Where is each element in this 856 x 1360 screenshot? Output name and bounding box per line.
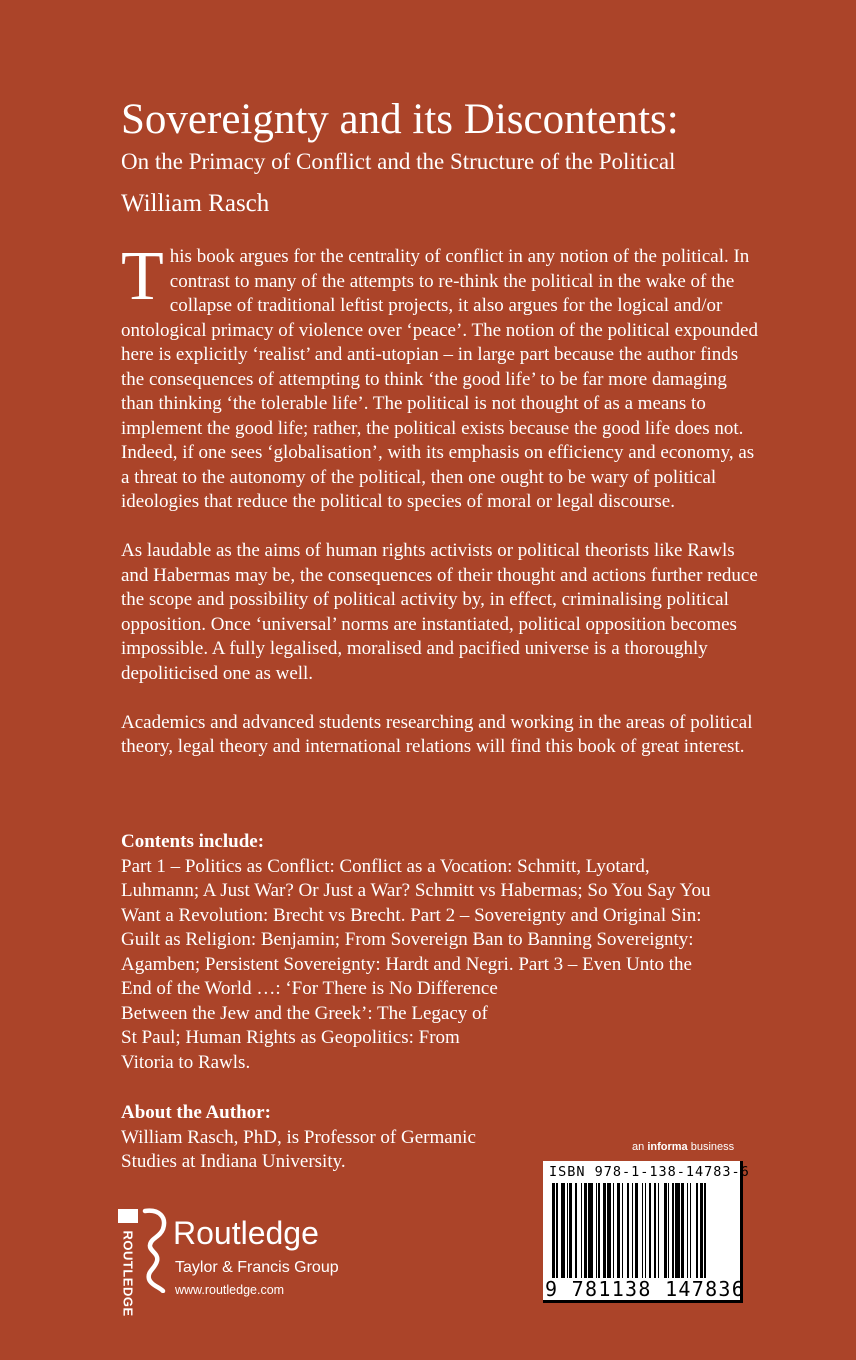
- barcode-bar: [581, 1183, 582, 1279]
- informa-suffix: business: [690, 1141, 735, 1153]
- barcode-bar: [617, 1183, 620, 1279]
- about-line-1: William Rasch, PhD, is Professor of Germanic: [121, 1126, 476, 1148]
- barcode-bar: [588, 1183, 592, 1279]
- contents-section: [121, 830, 761, 1075]
- informa-brand: informa: [647, 1141, 688, 1153]
- contents-line: Part 1 – Politics as Conflict: Conflict as a Vocation: Schmitt, Lyotard,: [121, 855, 650, 877]
- informa-tagline: [632, 1141, 734, 1153]
- barcode-bar: [687, 1183, 688, 1279]
- blurb-paragraph-1-text: his book argues for the centrality of conflict in any notion of the political. In contrast to many of the attempts to re-think the political in the wake of the collapse of traditional leftist projects, it also argues for the logical and/or ontological primacy of violence over ‘peace’. The notion of the political expounded here is explicitly ‘realist’ and anti-utopian – in large part because the author finds the consequences of attempting to think ‘the good life’ to be far more damaging than thinking ‘the tolerable life’. The political is not thought of as a means to implement the good life; rather, the political exists because the good life does not. Indeed, if one sees ‘globalisation’, with its emphasis on efficiency and economy, as a threat to the autonomy of the political, then one ought to be wary of political ideologies that reduce the political to species of moral or legal discourse.: [121, 246, 758, 512]
- barcode-bar: [567, 1183, 568, 1279]
- barcode-bar: [704, 1183, 705, 1279]
- barcode-bar: [700, 1183, 703, 1279]
- routledge-vertical-logo: [118, 1209, 138, 1317]
- barcode-bar: [690, 1183, 691, 1279]
- barcode-bar: [607, 1183, 611, 1279]
- barcode-bar: [569, 1183, 572, 1279]
- barcode-bar: [658, 1183, 659, 1279]
- book-title: Sovereignty and its Discontents:: [121, 96, 679, 143]
- barcode-bar: [654, 1183, 657, 1279]
- publisher-logo: [115, 1207, 375, 1317]
- informa-prefix: an: [632, 1141, 645, 1153]
- contents-line: St Paul; Human Rights as Geopolitics: From: [121, 1027, 460, 1048]
- blurb-paragraph-2: As laudable as the aims of human rights activists or political theorists like Rawls and Habermas may be, the consequences of their thought and actions further reduce the scope and possibility of political activity by, in effect, criminalising political opposition. Once ‘universal’ norms are instantiated, political opposition becomes impossible. A fully legalised, moralised and pacified universe is a thoroughly depoliticised one as well.: [121, 540, 758, 684]
- barcode-bar: [584, 1183, 587, 1279]
- about-line-2: Studies at Indiana University.: [121, 1151, 346, 1172]
- contents-line: Luhmann; A Just War? Or Just a War? Schmitt vs Habermas; So You Say You: [121, 880, 711, 901]
- contents-heading: Contents include:: [121, 831, 265, 852]
- vertical-logo-text: ROUTLEDGE: [120, 1230, 136, 1317]
- barcode-bars: [552, 1183, 732, 1279]
- barcode-bar: [645, 1183, 646, 1279]
- contents-line: Agamben; Persistent Sovereignty: Hardt and Negri. Part 3 – Even Unto the: [121, 953, 692, 975]
- blurb: [121, 238, 761, 784]
- contents-line: Between the Jew and the Greek’: The Legacy of: [121, 1002, 488, 1024]
- publisher-url: www.routledge.com: [175, 1283, 285, 1297]
- isbn-label: ISBN 978-1-138-14783-6: [549, 1164, 750, 1180]
- about-heading: About the Author:: [121, 1102, 271, 1123]
- ean-digits: 9 781138 147836: [545, 1277, 746, 1301]
- barcode-bar: [552, 1183, 555, 1279]
- barcode-bar: [675, 1183, 679, 1279]
- barcode-bar: [649, 1183, 650, 1279]
- contents-line: Vitoria to Rawls.: [121, 1051, 251, 1073]
- contents-line: End of the World …: ‘For There is No Difference: [121, 978, 498, 999]
- barcode-bar: [672, 1183, 673, 1279]
- barcode-bar: [622, 1183, 623, 1279]
- barcode-bar: [664, 1183, 667, 1279]
- routledge-r-icon: [141, 1207, 171, 1293]
- barcode-bar: [642, 1183, 643, 1279]
- blurb-paragraph-3: Academics and advanced students researching and working in the areas of political theory, legal theory and international relations will find this book of great interest.: [121, 711, 753, 757]
- book-author: William Rasch: [121, 190, 270, 217]
- logo-bar: [118, 1209, 138, 1223]
- publisher-group: Taylor & Francis Group: [175, 1259, 339, 1276]
- barcode-bar: [598, 1183, 599, 1279]
- barcode-bar: [575, 1183, 576, 1279]
- barcode-bar: [635, 1183, 638, 1279]
- contents-body: [121, 855, 761, 1076]
- barcode-bar: [632, 1183, 633, 1279]
- isbn-barcode: [543, 1161, 750, 1303]
- barcode-bar: [603, 1183, 606, 1279]
- drop-cap: T: [121, 238, 164, 315]
- barcode-bar: [696, 1183, 699, 1279]
- barcode-bar: [627, 1183, 628, 1279]
- blurb-paragraph-1: [121, 238, 761, 515]
- barcode-bar: [561, 1183, 565, 1279]
- barcode-bar: [668, 1183, 669, 1279]
- barcode-bar: [681, 1183, 684, 1279]
- about-author-section: [121, 1101, 541, 1175]
- barcode-bar: [556, 1183, 557, 1279]
- barcode-bar: [596, 1183, 597, 1279]
- contents-line: Guilt as Religion: Benjamin; From Sovereign Ban to Banning Sovereignty:: [121, 929, 694, 950]
- barcode-bar: [613, 1183, 614, 1279]
- contents-line: Want a Revolution: Brecht vs Brecht. Part 2 – Sovereignty and Original Sin:: [121, 904, 702, 926]
- publisher-name: Routledge: [173, 1215, 319, 1251]
- book-subtitle: On the Primacy of Conflict and the Structure of the Political: [121, 149, 676, 174]
